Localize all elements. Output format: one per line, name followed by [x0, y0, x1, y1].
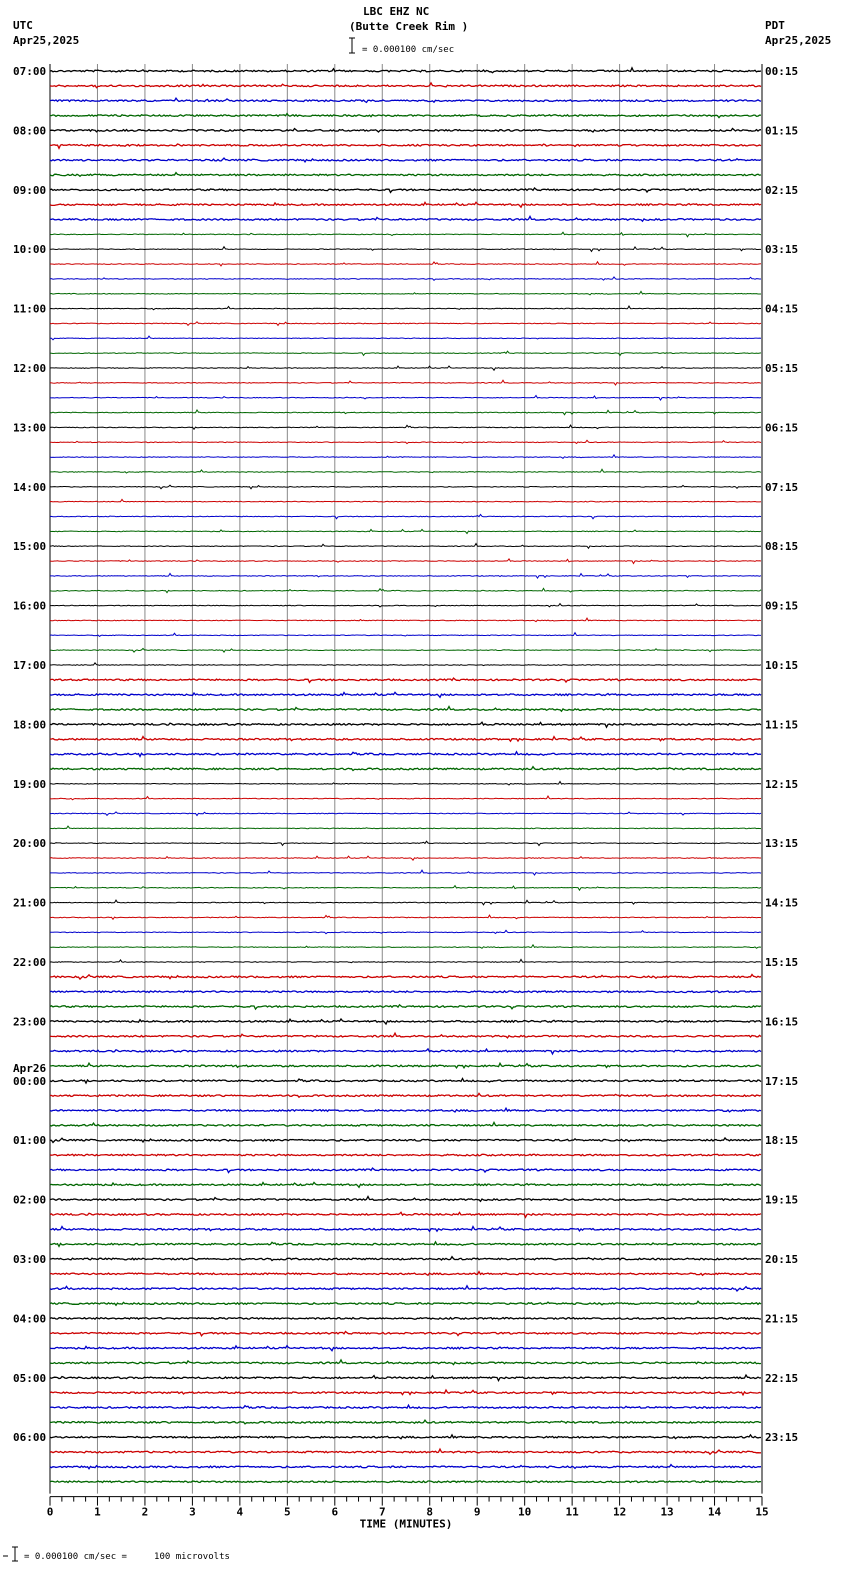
pdt-hour-label: 07:15 [765, 480, 799, 494]
x-tick-label: 13 [660, 1505, 674, 1519]
trace-row [50, 633, 761, 637]
trace-row [50, 425, 761, 429]
trace-row [50, 1019, 761, 1024]
utc-hour-label: 12:00 [13, 362, 47, 375]
x-tick-label: 6 [331, 1505, 339, 1519]
trace-row [50, 663, 761, 666]
trace-row [50, 1346, 761, 1351]
x-tick-label: 10 [518, 1505, 532, 1519]
pdt-hour-label: 02:15 [765, 183, 799, 197]
trace-row [50, 692, 761, 697]
trace-row [50, 737, 761, 742]
trace-row [50, 68, 761, 73]
trace-row [50, 945, 761, 949]
trace-row [50, 1049, 761, 1054]
utc-hour-label: 08:00 [13, 124, 47, 138]
utc-hour-label: 21:00 [13, 896, 47, 910]
left-date: Apr25,2025 [13, 34, 80, 47]
trace-row [50, 796, 761, 800]
trace-row [50, 114, 761, 118]
pdt-hour-label: 05:15 [765, 362, 799, 375]
trace-row [50, 544, 761, 549]
pdt-hour-label: 19:15 [765, 1193, 799, 1207]
pdt-hour-label: 04:15 [765, 302, 799, 316]
trace-row [50, 1168, 761, 1172]
trace-row [50, 1242, 761, 1247]
trace-row [50, 1227, 761, 1232]
x-tick-label: 12 [612, 1505, 627, 1519]
x-tick-label: 1 [94, 1505, 101, 1519]
trace-row [50, 469, 761, 473]
station-title: LBC EHZ NC [363, 5, 430, 18]
utc-hour-label: 07:00 [13, 65, 47, 78]
utc-hour-label: 10:00 [13, 243, 47, 257]
trace-row [50, 1332, 761, 1336]
trace-row [50, 900, 761, 905]
trace-row [50, 618, 761, 622]
x-tick-label: 7 [378, 1505, 386, 1519]
pdt-hour-label: 10:15 [765, 659, 799, 672]
trace-row [50, 232, 761, 237]
trace-row [50, 1318, 761, 1320]
scale-bar-icon [349, 38, 355, 53]
trace-row [50, 247, 761, 252]
x-tick-label: 11 [565, 1505, 579, 1519]
x-tick-label: 14 [707, 1505, 722, 1519]
pdt-hour-label: 16:15 [765, 1015, 799, 1029]
trace-row [50, 410, 761, 415]
trace-row [50, 752, 761, 757]
right-date: Apr25,2025 [765, 34, 832, 47]
utc-hour-label: 05:00 [13, 1371, 47, 1385]
trace-row [50, 649, 761, 653]
trace-row [50, 930, 761, 933]
utc-hour-label: 13:00 [13, 421, 47, 435]
trace-row [50, 991, 761, 993]
trace-row [50, 782, 761, 786]
trace-row [50, 707, 761, 712]
trace-row [50, 678, 761, 682]
trace-row [50, 1405, 761, 1409]
trace-row [50, 573, 761, 578]
trace-row [50, 1360, 761, 1365]
utc-hour-label: 23:00 [13, 1015, 47, 1029]
pdt-hour-label: 15:15 [765, 956, 799, 969]
trace-row [50, 262, 761, 266]
utc-hour-label: 09:00 [13, 183, 47, 197]
x-tick-label: 8 [426, 1505, 434, 1519]
trace-row [50, 915, 761, 919]
trace-row [50, 366, 761, 370]
pdt-hour-label: 18:15 [765, 1134, 799, 1148]
station-location: (Butte Creek Rim ) [349, 20, 469, 33]
pdt-hour-label: 08:15 [765, 540, 799, 554]
trace-row [50, 515, 761, 519]
trace-row [50, 144, 761, 148]
trace-row [50, 529, 761, 533]
trace-row [50, 499, 761, 502]
utc-hour-label: 15:00 [13, 540, 47, 554]
trace-row [50, 380, 761, 385]
trace-row [50, 1138, 761, 1143]
utc-hour-label: 22:00 [13, 956, 47, 969]
trace-row [50, 1093, 761, 1097]
trace-row [50, 1390, 761, 1395]
trace-row [50, 722, 761, 727]
date-change-label: Apr26 [13, 1061, 47, 1075]
trace-row [50, 158, 761, 162]
trace-row [50, 336, 761, 340]
trace-row [50, 1481, 761, 1483]
x-tick-label: 3 [189, 1505, 196, 1519]
pdt-hour-label: 11:15 [765, 718, 799, 732]
pdt-hour-label: 09:15 [765, 599, 799, 613]
x-tick-label: 4 [236, 1505, 244, 1519]
utc-hour-label: 20:00 [13, 837, 47, 851]
trace-row [50, 216, 761, 221]
trace-row [50, 1435, 761, 1439]
trace-row [50, 1079, 761, 1084]
utc-hour-label: 01:00 [13, 1134, 47, 1148]
trace-row [50, 1108, 761, 1112]
trace-row [50, 1212, 761, 1217]
trace-row [50, 1465, 761, 1469]
utc-hour-label: 18:00 [13, 718, 47, 732]
pdt-hour-label: 01:15 [765, 124, 799, 138]
trace-row [50, 559, 761, 564]
pdt-hour-label: 00:15 [765, 65, 799, 78]
utc-hour-label: 00:00 [13, 1074, 47, 1088]
scale-label: = 0.000100 cm/sec [362, 45, 455, 55]
trace-row [50, 1197, 761, 1202]
trace-row [50, 188, 761, 192]
trace-row [50, 351, 761, 355]
trace-row [50, 322, 761, 326]
trace-row [50, 1182, 761, 1187]
pdt-hour-label: 14:15 [765, 896, 799, 910]
trace-row [50, 886, 761, 891]
trace-row [50, 291, 761, 295]
footer-scale-label: = 0.000100 cm/sec = 100 microvolts [24, 1552, 230, 1562]
trace-row [50, 1122, 761, 1126]
trace-rows [50, 68, 761, 1483]
utc-hour-label: 14:00 [13, 480, 47, 494]
pdt-hour-label: 13:15 [765, 837, 799, 851]
trace-row [50, 812, 761, 816]
trace-row [50, 1063, 761, 1068]
right-timezone: PDT [765, 19, 785, 32]
x-tick-label: 0 [46, 1505, 54, 1519]
trace-row [50, 129, 761, 133]
utc-hour-label: 02:00 [13, 1193, 47, 1207]
trace-row [50, 1286, 761, 1291]
trace-row [50, 1005, 761, 1009]
utc-hour-label: 06:00 [13, 1431, 47, 1445]
trace-row [50, 1301, 761, 1305]
trace-row [50, 1033, 761, 1038]
pdt-hour-label: 12:15 [765, 777, 799, 791]
x-tick-label: 5 [284, 1505, 291, 1519]
trace-row [50, 202, 761, 207]
trace-row [50, 83, 761, 88]
left-timezone: UTC [13, 19, 33, 32]
trace-row [50, 767, 761, 771]
footer-scale-bar-icon [3, 1547, 18, 1561]
pdt-hour-label: 21:15 [765, 1312, 799, 1326]
utc-hour-label: 04:00 [13, 1312, 47, 1326]
trace-row [50, 1420, 761, 1424]
trace-row [50, 604, 761, 607]
utc-hour-label: 03:00 [13, 1253, 47, 1266]
trace-row [50, 959, 761, 962]
x-axis-title: TIME (MINUTES) [359, 1517, 453, 1531]
pdt-hour-label: 20:15 [765, 1253, 799, 1266]
pdt-hour-label: 23:15 [765, 1431, 799, 1445]
trace-row [50, 1449, 761, 1454]
x-tick-label: 2 [141, 1505, 149, 1519]
trace-row [50, 826, 761, 829]
trace-row [50, 975, 761, 980]
trace-row [50, 856, 761, 860]
trace-row [50, 306, 761, 310]
trace-row [50, 277, 761, 280]
trace-row [50, 455, 761, 459]
trace-row [50, 1154, 761, 1156]
trace-row [50, 173, 761, 177]
trace-row [50, 1257, 761, 1261]
trace-row [50, 396, 761, 401]
x-tick-label: 15 [755, 1505, 769, 1519]
trace-row [50, 485, 761, 489]
utc-hour-label: 19:00 [13, 777, 47, 791]
trace-row [50, 440, 761, 443]
pdt-hour-label: 22:15 [765, 1371, 799, 1385]
pdt-hour-label: 03:15 [765, 243, 799, 257]
utc-hour-label: 17:00 [13, 659, 47, 672]
trace-row [50, 98, 761, 102]
utc-hour-label: 11:00 [13, 302, 47, 316]
pdt-hour-label: 17:15 [765, 1074, 799, 1088]
trace-row [50, 588, 761, 592]
trace-row [50, 841, 761, 845]
x-axis [47, 1497, 769, 1519]
trace-row [50, 1375, 761, 1381]
trace-row [50, 870, 761, 875]
pdt-hour-label: 06:15 [765, 421, 799, 435]
utc-hour-labels [13, 65, 46, 1444]
x-tick-label: 9 [473, 1505, 481, 1519]
pdt-hour-labels [765, 65, 798, 1444]
trace-row [50, 1272, 761, 1276]
utc-hour-label: 16:00 [13, 599, 47, 613]
